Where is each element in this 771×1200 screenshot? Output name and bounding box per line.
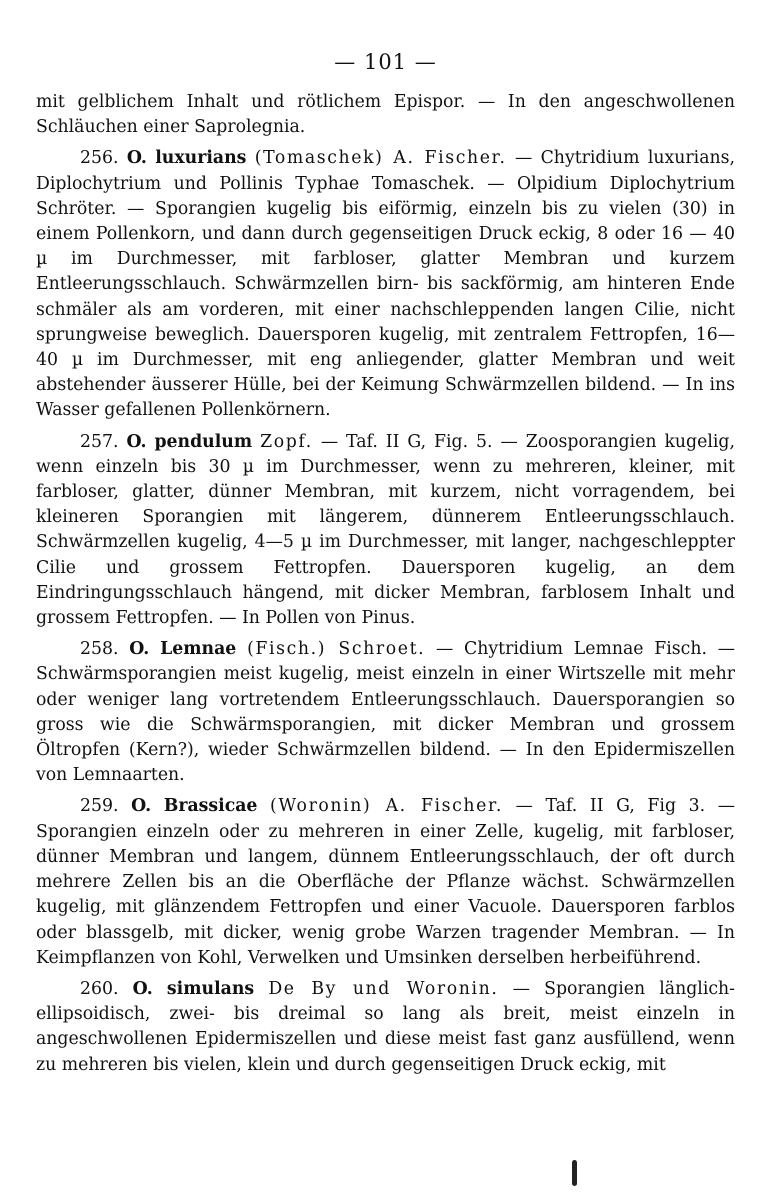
species-entry-259	[36, 794, 735, 970]
species-epithet: luxurians	[155, 148, 247, 169]
entry-number: 257.	[80, 431, 119, 452]
genus-abbrev: O.	[131, 796, 152, 817]
entry-description: — Taf. II G, Fig 3. — Sporangien einzeln oder zu mehreren in einer Zelle, kugelig, mit farbloser, dünner Membran und langem, dünnem Entleerungsschlauch, der oft durch mehrere Zellen bis an die Oberfläche der Pflanze wächst. Schwärmzellen kugelig, mit glänzendem Fettropfen und einer Vacuole. Dauersporen farblos oder blassgelb, mit dicker, wenig grobe Warzen tragender Membran. — In Keimpflanzen von Kohl, Verwelken und Umsinken derselben herbeiführend.	[36, 796, 735, 968]
species-epithet: pendulum	[154, 431, 253, 452]
species-author: Zopf.	[260, 431, 313, 452]
species-author: (Tomaschek) A. Fischer.	[254, 148, 507, 169]
species-entry-260	[36, 977, 735, 1078]
species-entry-258	[36, 637, 735, 788]
entry-number: 258.	[80, 639, 119, 660]
species-author: De By und Woronin.	[268, 978, 499, 999]
species-author: (Fisch.) Schroet.	[247, 639, 426, 660]
entry-number: 256.	[80, 148, 119, 169]
entry-description: — Sporangien länglich-ellipsoidisch, zwei- bis dreimal so lang als breit, meist einzeln in angeschwollenen Epidermiszellen und diese meist fast ganz ausfüllend, wenn zu mehreren bis vielen, klein und durch gegenseitigen Druck eckig, mit	[36, 978, 735, 1075]
genus-abbrev: O.	[129, 639, 150, 660]
entry-number: 259.	[80, 796, 119, 817]
genus-abbrev: O.	[126, 148, 147, 169]
intro-paragraph: mit gelblichem Inhalt und rötlichem Epispor. — In den angeschwollenen Schläuchen einer Saprolegnia.	[36, 92, 735, 138]
entry-number: 260.	[80, 978, 119, 999]
species-author: (Woronin) A. Fischer.	[270, 796, 504, 817]
entry-description: — Taf. II G, Fig. 5. — Zoosporangien kugelig, wenn einzeln bis 30 µ im Durchmesser, wenn zu mehreren, kleiner, mit farbloser, glatter, dünner Membran, mit kurzem, nicht vorragendem, bei kleineren Sporangien mit längerem, dünnerem Entleerungsschlauch. Schwärmzellen kugelig, 4—5 µ im Durchmesser, mit langer, nachgeschleppter Cilie und grossem Fettropfen. Dauersporen kugelig, an dem Eindringungsschlauch hängend, mit dicker Membran, farblosem Inhalt und grossem Fettropfen. — In Pollen von Pinus.	[36, 431, 735, 629]
genus-abbrev: O.	[132, 978, 153, 999]
entry-description: — Chytridium luxurians, Diplochytrium und Pollinis Typhae Tomaschek. — Olpidium Diplochytrium Schröter. — Sporangien kugelig bis eiförmig, einzeln bis zu vielen (30) in einem Pollenkorn, und dann durch gegenseitigen Druck eckig, 8 oder 16 — 40 µ im Durchmesser, mit farbloser, glatter Membran und kurzem Entleerungsschlauch. Schwärmzellen birn- bis sackförmig, am hinteren Ende schmäler als am vorderen, mit einer nachschleppenden langen Cilie, nicht sprungweise beweglich. Dauersporen kugelig, mit zentralem Fettropfen, 16—40 µ im Durchmesser, mit eng anliegender, glatter Membran und weit abstehender äusserer Hülle, bei der Keimung Schwärmzellen bildend. — In ins Wasser gefallenen Pollenkörnern.	[36, 148, 735, 421]
ink-smudge-mark	[572, 1160, 577, 1186]
species-epithet: Lemnae	[160, 639, 237, 660]
species-epithet: Brassicae	[163, 796, 258, 817]
species-entry-256	[36, 146, 735, 423]
page-number: — 101 —	[334, 50, 437, 74]
species-epithet: simulans	[166, 978, 255, 999]
species-entry-257	[36, 430, 735, 632]
entry-description: — Chytridium Lemnae Fisch. — Schwärmsporangien meist kugelig, meist einzeln in einer Wirtszelle mit mehr oder weniger lang vortretendem Entleerungsschlauch. Dauersporangien so gross wie die Schwärmsporangien, mit dicker Membran und grossem Öltropfen (Kern?), wieder Schwärmzellen bildend. — In den Epidermiszellen von Lemnaarten.	[36, 639, 736, 786]
genus-abbrev: O.	[126, 431, 147, 452]
